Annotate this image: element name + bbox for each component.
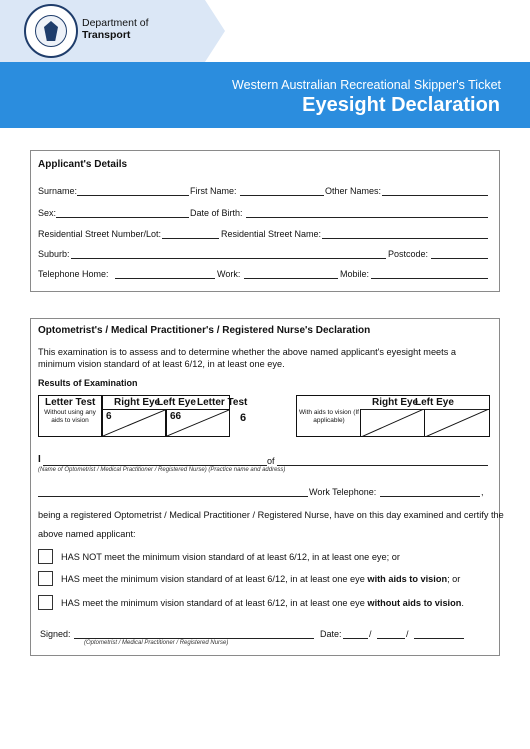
left-table-header-row xyxy=(102,395,230,410)
left-eye-without-aids-input[interactable] xyxy=(166,409,230,437)
work-label: Work: xyxy=(217,269,241,279)
first-name-field[interactable] xyxy=(240,195,324,196)
surname-label: Surname: xyxy=(38,186,78,196)
declaration-heading: Optometrist's / Medical Practitioner's / Registered Nurse's Declaration xyxy=(38,325,371,336)
letter-test-header-dup: Letter Test xyxy=(197,397,248,408)
department-line-2: Transport xyxy=(82,29,131,41)
declaration-intro: This examination is to assess and to determine whether the above named applicant's eyesight meets a minimum vision standard of at least 6/12, in at least one eye. xyxy=(38,347,456,369)
name-note: (Name of Optometrist / Medical Practitioner / Registered Nurse) (Practice name and address) xyxy=(38,467,286,473)
telephone-home-label: Telephone Home: xyxy=(38,269,109,279)
date-separator-2: / xyxy=(406,629,409,639)
without-aids-note: Without using any aids to vision xyxy=(44,409,96,424)
practice-address-field-2[interactable] xyxy=(38,496,308,497)
practice-address-field[interactable] xyxy=(277,465,488,466)
date-month-field[interactable] xyxy=(377,638,405,639)
work-field[interactable] xyxy=(244,278,338,279)
date-separator-1: / xyxy=(369,629,372,639)
street-name-field[interactable] xyxy=(322,238,488,239)
dob-field[interactable] xyxy=(246,217,488,218)
left-eye-header-left: Left Eye xyxy=(157,397,196,408)
dob-label: Date of Birth: xyxy=(190,208,243,218)
option-has-met-with-aids: HAS meet the minimum vision standard of at least 6/12, in at least one eye with aids to vision; or xyxy=(61,574,461,584)
date-label: Date: xyxy=(320,629,342,639)
left-eye-with-aids-input[interactable] xyxy=(425,409,490,437)
first-name-label: First Name: xyxy=(190,186,237,196)
left-eye-value: 66 xyxy=(170,411,182,422)
right-eye-without-aids-input[interactable] xyxy=(102,409,166,437)
has-not-met-checkbox[interactable] xyxy=(38,549,53,564)
mobile-field[interactable] xyxy=(371,278,488,279)
telephone-home-field[interactable] xyxy=(115,278,215,279)
street-number-label: Residential Street Number/Lot: xyxy=(38,229,162,239)
other-names-label: Other Names: xyxy=(325,186,382,196)
has-met-with-aids-checkbox[interactable] xyxy=(38,571,53,586)
right-eye-value: 6 xyxy=(106,411,112,422)
extra-value: 6 xyxy=(240,412,247,424)
signed-note: (Optometrist / Medical Practitioner / Registered Nurse) xyxy=(84,640,229,646)
letter-test-label: Letter Test xyxy=(45,397,96,408)
practitioner-name-field[interactable] xyxy=(43,465,267,466)
mobile-label: Mobile: xyxy=(340,269,370,279)
comma: , xyxy=(481,487,484,497)
other-names-field[interactable] xyxy=(382,195,488,196)
date-day-field[interactable] xyxy=(343,638,368,639)
left-eye-header-right: Left Eye xyxy=(415,397,454,408)
postcode-label: Postcode: xyxy=(388,249,429,259)
certify-text: being a registered Optometrist / Medical Practitioner / Registered Nurse, have on this day examined and certify the xyxy=(38,510,504,520)
suburb-field[interactable] xyxy=(71,258,386,259)
street-name-label: Residential Street Name: xyxy=(221,229,322,239)
right-eye-header-left: Right Eye xyxy=(114,397,161,408)
certify-text-2: above named applicant: xyxy=(38,529,136,539)
right-eye-header-right: Right Eye xyxy=(372,397,419,408)
postcode-field[interactable] xyxy=(431,258,488,259)
form-title: Eyesight Declaration xyxy=(302,94,500,116)
date-year-field[interactable] xyxy=(414,638,464,639)
suburb-label: Suburb: xyxy=(38,249,70,259)
signature-field[interactable] xyxy=(74,638,314,639)
work-telephone-field[interactable] xyxy=(380,496,480,497)
sex-field[interactable] xyxy=(56,217,189,218)
option-has-not-met: HAS NOT meet the minimum vision standard of at least 6/12, in at least one eye; or xyxy=(61,552,400,562)
wa-government-crest-icon xyxy=(24,4,78,58)
sex-label: Sex: xyxy=(38,208,57,218)
of-label: of xyxy=(267,456,275,466)
has-met-without-aids-checkbox[interactable] xyxy=(38,595,53,610)
applicant-details-heading: Applicant's Details xyxy=(38,159,128,170)
department-line-1: Department of xyxy=(82,17,149,29)
form-subtitle: Western Australian Recreational Skipper's Ticket xyxy=(232,78,501,92)
signed-label: Signed: xyxy=(40,629,71,639)
street-number-field[interactable] xyxy=(162,238,219,239)
surname-field[interactable] xyxy=(77,195,189,196)
with-aids-note: With aids to vision (If applicable) xyxy=(299,409,359,424)
option-has-met-without-aids: HAS meet the minimum vision standard of at least 6/12, in at least one eye without aids to vision. xyxy=(61,598,464,608)
results-heading: Results of Examination xyxy=(38,378,138,388)
work-telephone-label: Work Telephone: xyxy=(309,487,377,497)
right-eye-with-aids-input[interactable] xyxy=(360,409,425,437)
i-label: I xyxy=(38,454,41,465)
